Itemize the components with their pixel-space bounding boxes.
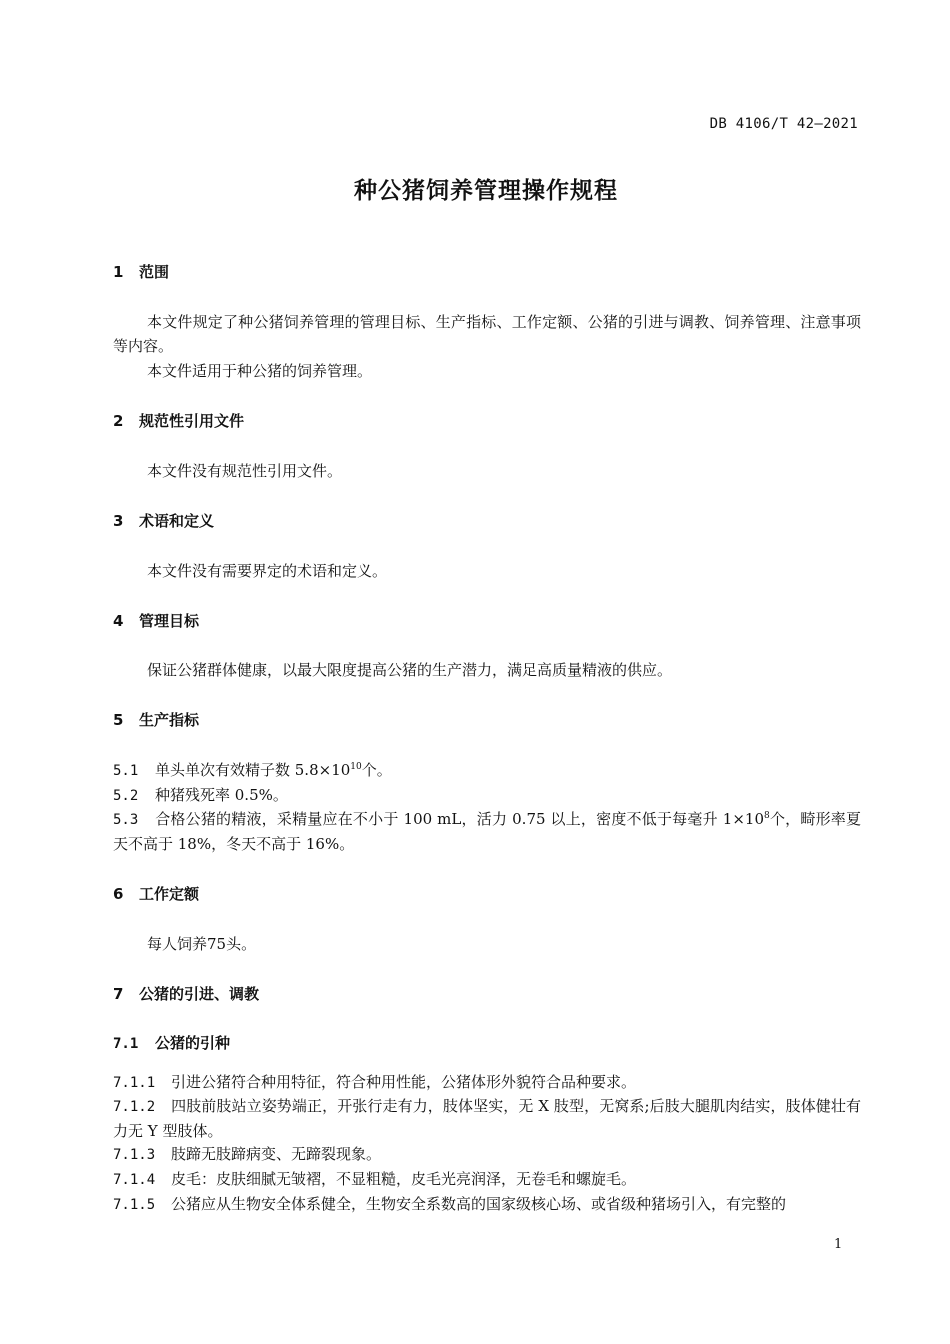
clause-number: 5.3 (113, 812, 139, 828)
clause-text: 单头单次有效精子数 5.8×10 (155, 761, 351, 779)
clause-7-1-2 (113, 1094, 861, 1143)
section-number: 5 (113, 711, 124, 729)
section-2-paragraph-1: 本文件没有规范性引用文件。 (147, 462, 343, 480)
page-number: 1 (834, 1237, 843, 1252)
clause-text-end: 个，畸形率夏天不高于 18%，冬天不高于 16%。 (113, 810, 861, 853)
clause-number: 5.2 (113, 788, 139, 804)
section-number: 1 (113, 263, 124, 281)
clause-7-1-4 (113, 1167, 861, 1192)
clause-text: 肢蹄无肢蹄病变、无蹄裂现象。 (171, 1145, 382, 1163)
section-title: 生产指标 (139, 711, 200, 729)
section-title: 术语和定义 (139, 512, 215, 530)
clause-text-end: 个。 (361, 761, 392, 779)
section-2-heading (113, 411, 861, 431)
clause-text: 引进公猪符合种用特征，符合种用性能，公猪体形外貌符合品种要求。 (171, 1073, 637, 1091)
clause-number: 7.1.4 (113, 1172, 156, 1188)
clause-7-1-5 (113, 1192, 861, 1217)
clause-text: 公猪应从生物安全体系健全，生物安全系数高的国家级核心场、或省级种猪场引入，有完整的 (171, 1195, 787, 1213)
section-6-heading (113, 884, 861, 904)
clause-number: 7.1.2 (113, 1099, 156, 1115)
clause-5-3 (113, 807, 861, 856)
section-number: 6 (113, 885, 124, 903)
section-number: 2 (113, 412, 124, 430)
clause-5-1 (113, 758, 861, 783)
section-1-heading (113, 262, 861, 282)
section-title: 工作定额 (139, 885, 200, 903)
clause-7-1-3 (113, 1142, 861, 1167)
clause-text: 皮毛：皮肤细腻无皱褶，不显粗糙，皮毛光亮润泽，无卷毛和螺旋毛。 (171, 1170, 637, 1188)
document-title: 种公猪饲养管理操作规程 (354, 178, 618, 204)
section-3-heading (113, 511, 861, 531)
clause-text: 四肢前肢站立姿势端正，开张行走有力，肢体坚实，无 X 肢型，无窝系;后肢大腿肌肉结实，肢体健壮有力无 Y 型肢体。 (113, 1097, 861, 1140)
clause-text: 种猪残死率 0.5%。 (155, 786, 288, 804)
clause-number: 5.1 (113, 763, 139, 779)
standard-code: DB 4106/T 42—2021 (709, 116, 858, 132)
section-title: 规范性引用文件 (139, 412, 245, 430)
section-title: 公猪的引进、调教 (139, 985, 260, 1003)
subsection-number: 7.1 (113, 1036, 139, 1052)
clause-5-2 (113, 783, 861, 808)
section-number: 3 (113, 512, 124, 530)
clause-number: 7.1.3 (113, 1147, 156, 1163)
section-7-heading (113, 984, 861, 1004)
clause-text: 合格公猪的精液，采精量应在不小于 100 mL，活力 0.75 以上，密度不低于每毫升 1×10 (155, 810, 764, 828)
clause-number: 7.1.5 (113, 1197, 156, 1213)
superscript-exponent: 10 (350, 762, 362, 772)
section-number: 7 (113, 985, 124, 1003)
section-4-heading (113, 611, 861, 631)
section-title: 范围 (139, 263, 170, 281)
section-1-paragraph-1: 本文件规定了种公猪饲养管理的管理目标、生产指标、工作定额、公猪的引进与调教、饲养管理、注意事项等内容。 (113, 313, 861, 355)
section-title: 管理目标 (139, 612, 200, 630)
section-number: 4 (113, 612, 124, 630)
clause-7-1-1 (113, 1070, 861, 1095)
section-6-paragraph-1: 每人饲养75头。 (147, 935, 257, 953)
subsection-7-1-heading (113, 1033, 861, 1054)
section-3-paragraph-1: 本文件没有需要界定的术语和定义。 (147, 562, 388, 580)
subsection-title: 公猪的引种 (155, 1034, 231, 1052)
section-4-paragraph-1: 保证公猪群体健康，以最大限度提高公猪的生产潜力，满足高质量精液的供应。 (147, 661, 673, 679)
section-5-heading (113, 710, 861, 730)
superscript-exponent: 8 (764, 811, 770, 821)
clause-number: 7.1.1 (113, 1075, 156, 1091)
section-1-paragraph-2: 本文件适用于种公猪的饲养管理。 (147, 362, 373, 380)
